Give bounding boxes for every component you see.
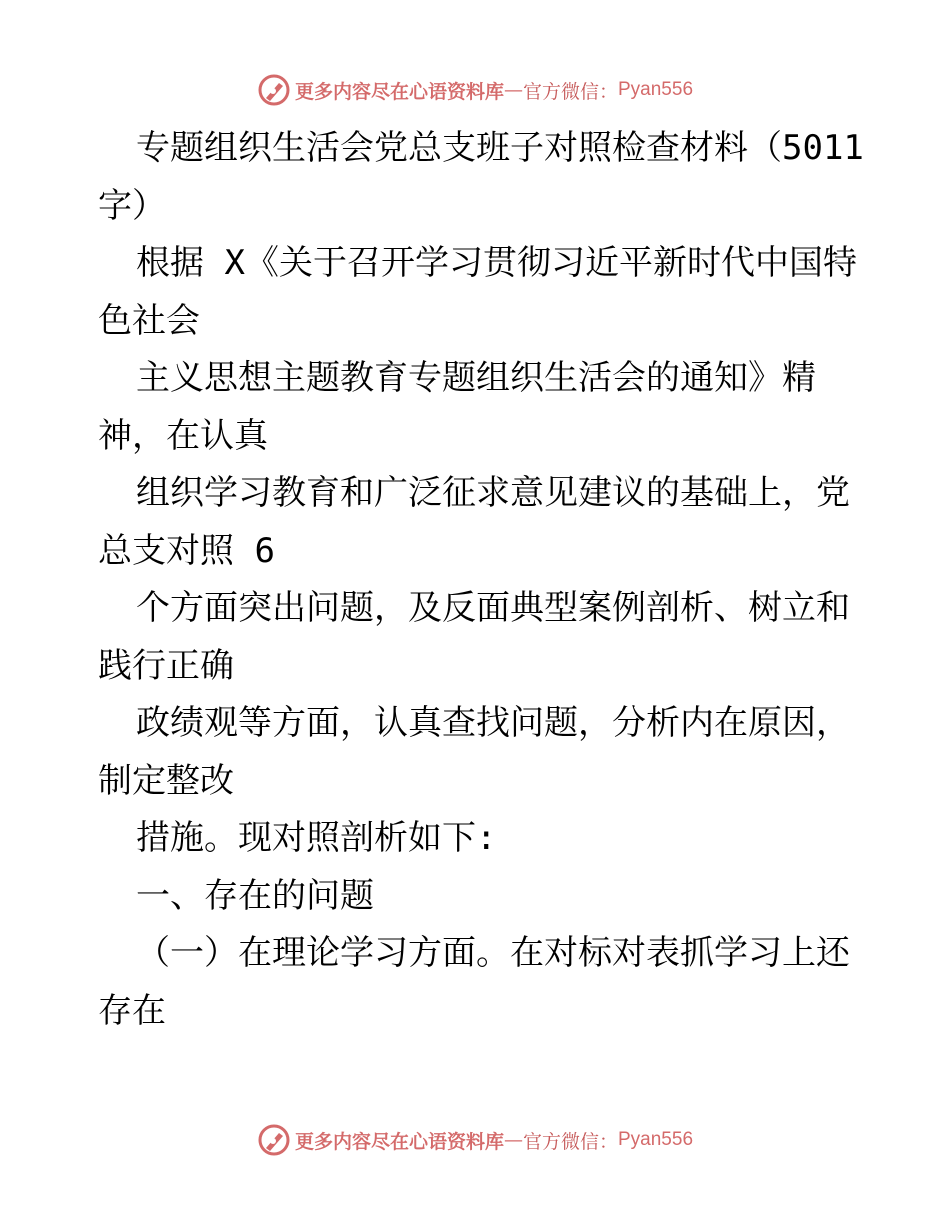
header-watermark — [0, 70, 950, 110]
watermark-official-label: 官方微信： — [522, 80, 618, 103]
text-line: 措施。现对照剖析如下: — [136, 818, 497, 858]
watermark-wechat-id: Pyan556 — [618, 79, 694, 100]
footer-watermark — [0, 1120, 950, 1160]
text-line: 制定整改 — [98, 760, 234, 801]
text-line: 总支对照 6 — [98, 530, 275, 571]
text-line: 政绩观等方面，认真查找问题，分析内在原因， — [136, 703, 850, 743]
watermark-main-text: 更多内容尽在心语资料库 — [294, 1130, 504, 1153]
text-line: 专题组织生活会党总支班子对照检查材料（5011 — [136, 128, 864, 168]
text-line: 字） — [98, 185, 166, 226]
document-body — [98, 120, 868, 1040]
pen-logo-icon — [257, 73, 291, 107]
text-line: 根据 X《关于召开学习贯彻习近平新时代中国特 — [136, 243, 857, 283]
text-line: 个方面突出问题，及反面典型案例剖析、树立和 — [136, 588, 850, 628]
text-line: 一、存在的问题 — [136, 875, 374, 916]
text-line: 色社会 — [98, 300, 200, 341]
text-line: 践行正确 — [98, 645, 234, 686]
watermark-wechat-id: Pyan556 — [618, 1129, 694, 1150]
watermark-separator: — — [503, 79, 523, 101]
pen-logo-icon — [257, 1123, 291, 1157]
watermark-main-text: 更多内容尽在心语资料库 — [294, 80, 504, 103]
text-line: 存在 — [98, 990, 166, 1031]
text-line: 主义思想主题教育专题组织生活会的通知》精 — [136, 358, 816, 398]
text-line: 神，在认真 — [98, 415, 268, 456]
watermark-official-label: 官方微信： — [522, 1130, 618, 1153]
text-line: （一）在理论学习方面。在对标对表抓学习上还 — [136, 933, 850, 973]
watermark-separator: — — [503, 1129, 523, 1151]
text-line: 组织学习教育和广泛征求意见建议的基础上，党 — [136, 473, 850, 513]
